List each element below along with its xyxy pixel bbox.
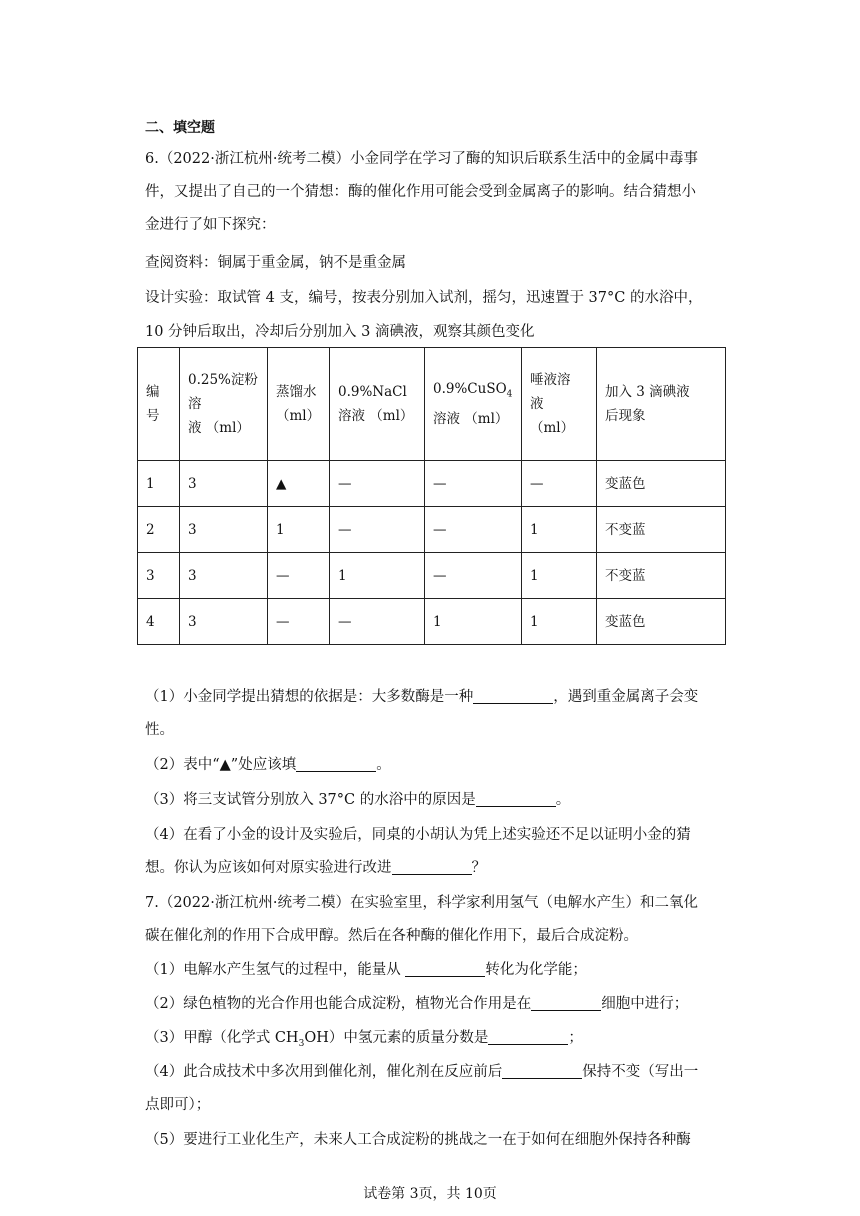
header-saliva: 唾液溶 液 （ml） (522, 348, 597, 461)
q7-sub-1: （1）电解水产生氢气的过程中，能量从 转化为化学能； (145, 962, 587, 978)
table-cell: 3 (138, 553, 180, 599)
table-cell: 1 (522, 507, 597, 553)
q6-line-6: 10 分钟后取出，冷却后分别加入 3 滴碘液，观察其颜色变化 (145, 324, 535, 340)
table-row (138, 553, 726, 599)
table-header-row (138, 348, 726, 461)
q6-line-2: 件，又提出了自己的一个猜想：酶的催化作用可能会受到金属离子的影响。结合猜想小 (145, 184, 696, 200)
table-cell: 3 (180, 599, 268, 645)
table-cell: 不变蓝 (597, 507, 726, 553)
table-cell: 1 (425, 599, 522, 645)
section-title: 二、填空题 (145, 120, 215, 136)
answer-blank[interactable] (488, 1029, 568, 1045)
header-result: 加入 3 滴碘液 后现象 (597, 348, 726, 461)
table-row (138, 599, 726, 645)
table-cell: 1 (268, 507, 330, 553)
answer-blank[interactable] (296, 756, 376, 772)
header-water: 蒸馏水 （ml） (268, 348, 330, 461)
q7-line-2: 碳在催化剂的作用下合成甲醇。然后在各种酶的催化作用下，最后合成淀粉。 (145, 928, 638, 944)
header-starch: 0.25%淀粉 溶 液 （ml） (180, 348, 268, 461)
answer-blank[interactable] (476, 791, 556, 807)
q6-sub-4: （4）在看了小金的设计及实验后，同桌的小胡认为凭上述实验还不足以证明小金的猜 (145, 827, 691, 843)
table-cell: 3 (180, 461, 268, 507)
table-cell: 3 (180, 507, 268, 553)
q6-line-4: 查阅资料：铜属于重金属，钠不是重金属 (145, 255, 406, 271)
q6-line-1: 6.（2022·浙江杭州·统考二模）小金同学在学习了酶的知识后联系生活中的金属中毒事 (145, 151, 698, 167)
q6-line-3: 金进行了如下探究： (145, 217, 276, 233)
q7-sub-3: （3）甲醇（化学式 $CH_3OH$）中氢元素的质量分数是 ； (145, 1030, 583, 1049)
table-cell: 1 (522, 599, 597, 645)
q6-sub-1: （1）小金同学提出猜想的依据是：大多数酶是一种 ，遇到重金属离子会变 (145, 689, 699, 705)
answer-blank[interactable] (502, 1063, 582, 1079)
q6-line-5: 设计实验：取试管 4 支，编号，按表分别加入试剂，摇匀，迅速置于 37°C 的水浴中， (145, 290, 703, 306)
table-row (138, 461, 726, 507)
table-cell: — (330, 461, 425, 507)
q6-sub-2: （2）表中“▲”处应该填 。 (145, 757, 391, 773)
page-footer: 试卷第 3页，共 10页 (363, 1186, 497, 1202)
table-cell: 变蓝色 (597, 599, 726, 645)
table-cell: — (330, 599, 425, 645)
table-cell: 变蓝色 (597, 461, 726, 507)
q7-sub-5: （5）要进行工业化生产，未来人工合成淀粉的挑战之一在于如何在细胞外保持各种酶 (145, 1132, 691, 1148)
q7-sub-2: （2）绿色植物的光合作用也能合成淀粉，植物光合作用是在 细胞中进行； (145, 996, 689, 1012)
table-cell: — (330, 507, 425, 553)
experiment-table (137, 347, 726, 645)
table-cell: 3 (180, 553, 268, 599)
table-cell: — (425, 553, 522, 599)
table-cell: — (425, 461, 522, 507)
q6-sub-3: （3）将三支试管分别放入 37°C 的水浴中的原因是 。 (145, 792, 571, 808)
table-cell: — (522, 461, 597, 507)
answer-blank[interactable] (405, 961, 485, 977)
table-cell: 1 (522, 553, 597, 599)
header-nacl: 0.9%NaCl 溶液 （ml） (330, 348, 425, 461)
header-cuso4: 0.9%CuSO$_4$ 溶液 （ml） (425, 348, 522, 461)
table-cell: 不变蓝 (597, 553, 726, 599)
table-cell: ▲ (268, 461, 330, 507)
q6-sub-4-cont: 想。你认为应该如何对原实验进行改进 ？ (145, 860, 486, 876)
table-cell: — (425, 507, 522, 553)
answer-blank[interactable] (473, 688, 553, 704)
answer-blank[interactable] (392, 859, 472, 875)
q6-sub-1-cont: 性。 (145, 722, 174, 738)
q7-line-1: 7.（2022·浙江杭州·统考二模）在实验室里，科学家利用氢气（电解水产生）和二氧化 (145, 895, 698, 911)
table-cell: 1 (138, 461, 180, 507)
table-cell: — (268, 553, 330, 599)
table-cell: — (268, 599, 330, 645)
table-cell: 2 (138, 507, 180, 553)
table-row (138, 507, 726, 553)
q7-sub-4-cont: 点即可）； (145, 1097, 211, 1113)
q7-sub-4: （4）此合成技术中多次用到催化剂，催化剂在反应前后 保持不变（写出一 (145, 1064, 699, 1080)
table-cell: 4 (138, 599, 180, 645)
answer-blank[interactable] (531, 995, 601, 1011)
table-cell: 1 (330, 553, 425, 599)
header-id: 编 号 (138, 348, 180, 461)
